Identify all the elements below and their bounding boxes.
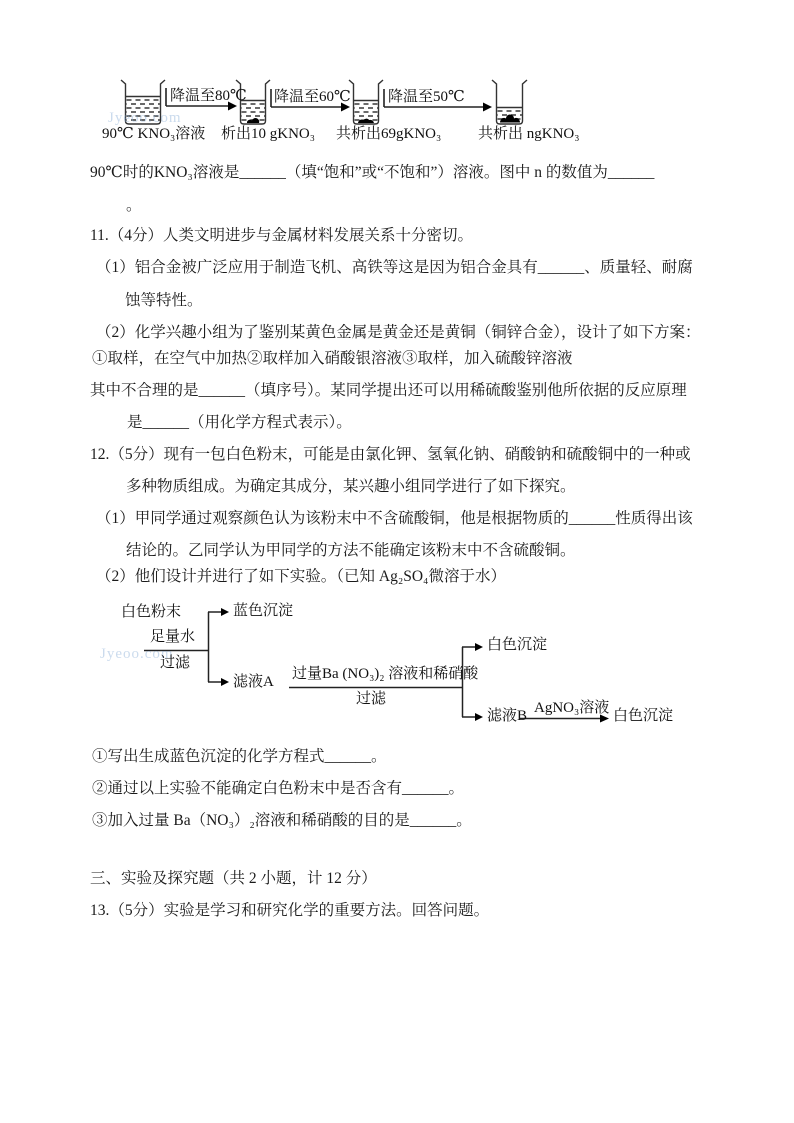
arrow-2-label: 降温至60℃: [274, 89, 351, 105]
q11-part2-line3: 其中不合理的是______（填序号）。某同学提出还可以用稀硫酸鉴别他所依据的反应原理: [90, 382, 687, 399]
q10-line-1: 90℃时的KNO₃溶液是______（填“饱和”或“不饱和”）溶液。图中 n 的数值为______: [90, 164, 655, 181]
section3-header: 三、实验及探究题（共 2 小题，计 12 分）: [90, 870, 377, 887]
flowchart-step3-above: AgNO₃溶液: [534, 700, 610, 716]
q11-part2-line4: 是______（用化学方程式表示）。: [127, 414, 352, 431]
precipitate-small: [247, 118, 259, 123]
flowchart-branch1-bottom: 滤液A: [233, 674, 274, 690]
q12-header-line2: 多种物质组成。为确定其成分，某兴趣小组同学进行了如下探究。: [126, 478, 576, 495]
flowchart-step2-below: 过滤: [356, 691, 387, 707]
flowchart-step2-above: 过量Ba (NO₃)₂ 溶液和稀硝酸: [292, 666, 479, 682]
q12-header-line1: 12.（5分）现有一包白色粉末，可能是由氯化钾、氢氧化钠、硝酸钠和硫酸铜中的一种或: [90, 446, 691, 463]
beaker-1: [121, 80, 165, 124]
flowchart-start-label: 白色粉末: [121, 604, 182, 620]
flowchart-branch1-top: 蓝色沉淀: [233, 603, 294, 619]
q11-part2-line2: ①取样，在空气中加热②取样加入硝酸银溶液③取样，加入硫酸锌溶液: [92, 350, 573, 367]
q11-part2-line1: （2）化学兴趣小组为了鉴别某黄色金属是黄金还是黄铜（铜锌合金），设计了如下方案：: [96, 324, 701, 341]
flowchart-step1-above: 足量水: [150, 629, 196, 645]
q10-line-2: 。: [126, 197, 142, 214]
beaker-3-caption: 共析出69gKNO₃: [336, 126, 442, 142]
q12-sub2: ②通过以上实验不能确定白色粉末中是否含有______。: [92, 780, 465, 797]
beaker-4: [492, 80, 527, 124]
q13-header: 13.（5分）实验是学习和研究化学的重要方法。回答问题。: [90, 902, 490, 919]
q11-header: 11.（4分）人类文明进步与金属材料发展关系十分密切。: [90, 227, 474, 244]
precipitate-medium: [358, 119, 374, 123]
watermark: Jyeoo.com: [108, 110, 182, 126]
flowchart-branch2-bottom: 滤液B: [487, 708, 528, 724]
arrow-1-label: 降温至80℃: [170, 88, 247, 104]
watermark: Jyeoo.com: [100, 646, 174, 662]
flowchart-result: 白色沉淀: [613, 708, 674, 724]
flowchart-step1-below: 过滤: [160, 655, 191, 671]
q11-part1-line1: （1）铝合金被广泛应用于制造飞机、高铁等这是因为铝合金具有______、质量轻、耐腐: [96, 259, 693, 276]
beaker-3: [349, 80, 383, 124]
q12-sub3: ③加入过量 Ba（NO₃）₂溶液和稀硝酸的目的是______。: [92, 812, 472, 829]
q12-part1-line2: 结论的。乙同学认为甲同学的方法不能确定该粉末中不含硫酸铜。: [126, 542, 576, 559]
arrow-3-label: 降温至50℃: [388, 89, 465, 105]
q12-part1-line1: （1）甲同学通过观察颜色认为该粉末中不含硫酸铜，他是根据物质的______性质得出该: [96, 510, 693, 527]
q12-part2-line1: （2）他们设计并进行了如下实验。（已知 Ag₂SO₄微溶于水）: [96, 568, 506, 585]
flowchart-branch2-top: 白色沉淀: [487, 637, 548, 653]
beaker-1-caption: 90℃ KNO₃溶液: [102, 126, 206, 142]
q12-sub1: ①写出生成蓝色沉淀的化学方程式______。: [92, 748, 387, 765]
beaker-4-caption: 共析出 ngKNO₃: [478, 126, 580, 142]
beaker-2-caption: 析出10 gKNO₃: [221, 126, 315, 142]
q11-part1-line2: 蚀等特性。: [125, 292, 203, 309]
